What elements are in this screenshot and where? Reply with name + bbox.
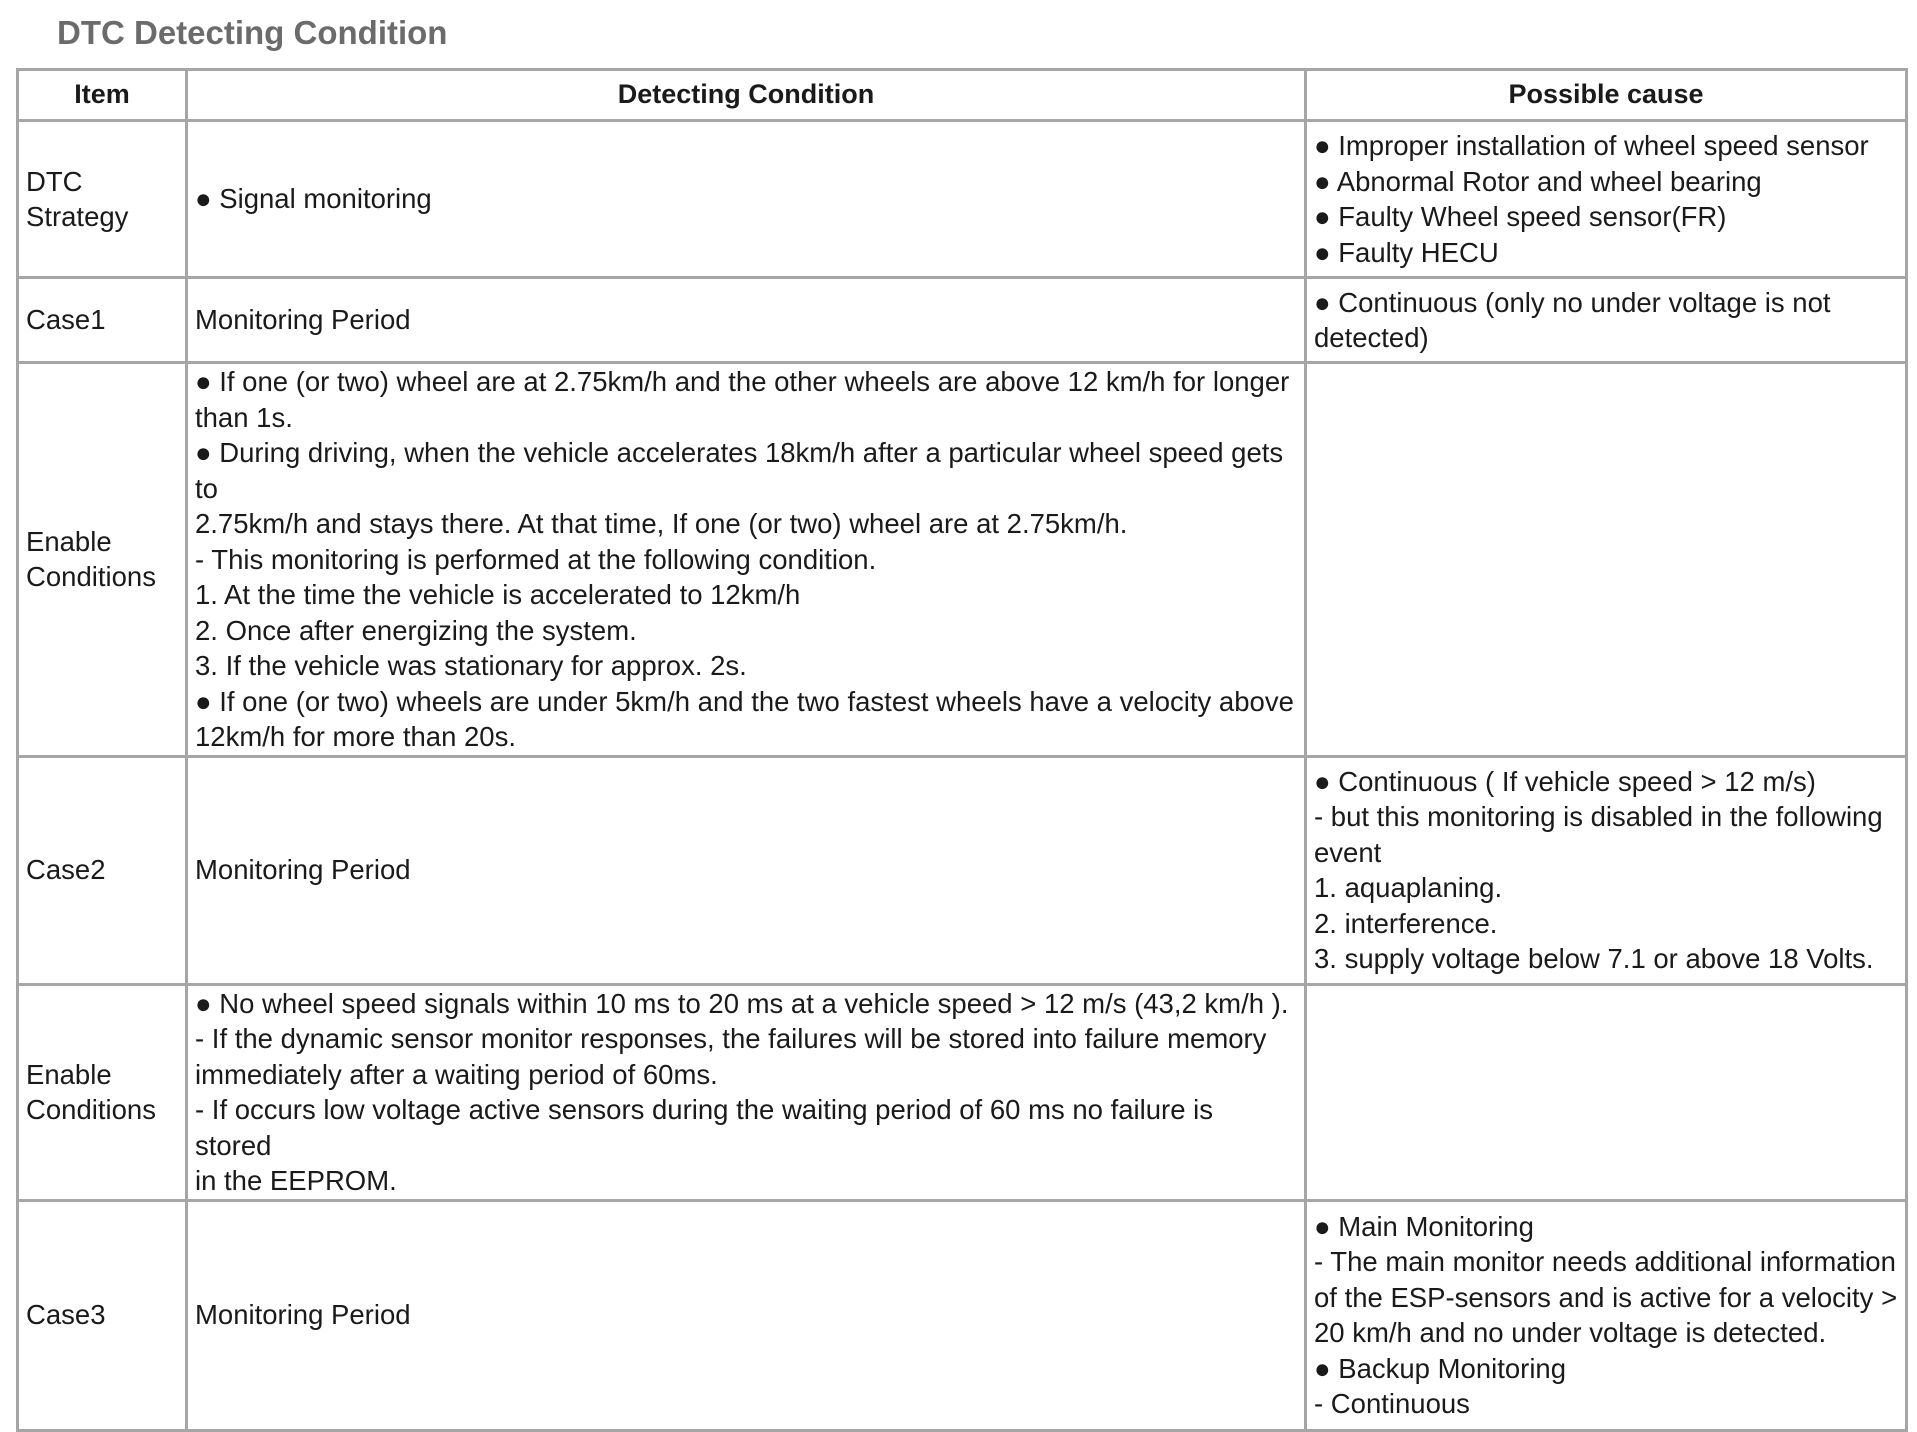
condition-cell: Monitoring Period — [187, 756, 1306, 984]
header-item: Item — [18, 70, 187, 121]
cause-cell: ● Main Monitoring - The main monitor needs additional information of the ESP-sensors and is active for a velocity > 20 km/h and no under voltage is detected. ● Backup Monitoring - Continuous — [1306, 1200, 1907, 1430]
table-row — [18, 984, 1907, 1200]
item-cell: Enable Conditions — [18, 984, 187, 1200]
cause-cell — [1306, 363, 1907, 757]
table-row — [18, 278, 1907, 363]
table-row — [18, 1200, 1907, 1430]
item-cell: DTC Strategy — [18, 121, 187, 278]
item-cell: Case3 — [18, 1200, 187, 1430]
table-row — [18, 363, 1907, 757]
condition-cell: ● No wheel speed signals within 10 ms to 20 ms at a vehicle speed > 12 m/s (43,2 km/h ). - If the dynamic sensor monitor responses, the failures will be stored into failure memory immediately after a waiting period of 60ms. - If occurs low voltage active sensors during the waiting period of 60 ms no failure is stored in the EEPROM. — [187, 984, 1306, 1200]
condition-cell: ● If one (or two) wheel are at 2.75km/h and the other wheels are above 12 km/h for longer than 1s. ● During driving, when the vehicle accelerates 18km/h after a particular wheel speed gets to 2.75km/h and stays there. At that time, If one (or two) wheel are at 2.75km/h. - This monitoring is performed at the following condition. 1. At the time the vehicle is accelerated to 12km/h 2. Once after energizing the system. 3. If the vehicle was stationary for approx. 2s. ● If one (or two) wheels are under 5km/h and the two fastest wheels have a velocity above 12km/h for more than 20s. — [187, 363, 1306, 757]
item-cell: Case1 — [18, 278, 187, 363]
item-cell: Case2 — [18, 756, 187, 984]
table-row — [18, 756, 1907, 984]
page-title: DTC Detecting Condition — [57, 14, 448, 51]
condition-cell: ● Signal monitoring — [187, 121, 1306, 278]
cause-cell — [1306, 984, 1907, 1200]
item-cell: Enable Conditions — [18, 363, 187, 757]
condition-cell: Monitoring Period — [187, 278, 1306, 363]
table-row — [18, 121, 1907, 278]
header-detecting-condition: Detecting Condition — [187, 70, 1306, 121]
table-header-row — [18, 70, 1907, 121]
dtc-table — [16, 68, 1908, 1432]
condition-cell: Monitoring Period — [187, 1200, 1306, 1430]
cause-cell: ● Continuous ( If vehicle speed > 12 m/s) - but this monitoring is disabled in the following event 1. aquaplaning. 2. interference. 3. supply voltage below 7.1 or above 18 Volts. — [1306, 756, 1907, 984]
cause-cell: ● Continuous (only no under voltage is not detected) — [1306, 278, 1907, 363]
cause-cell: ● Improper installation of wheel speed sensor ● Abnormal Rotor and wheel bearing ● Faulty Wheel speed sensor(FR) ● Faulty HECU — [1306, 121, 1907, 278]
header-possible-cause: Possible cause — [1306, 70, 1907, 121]
